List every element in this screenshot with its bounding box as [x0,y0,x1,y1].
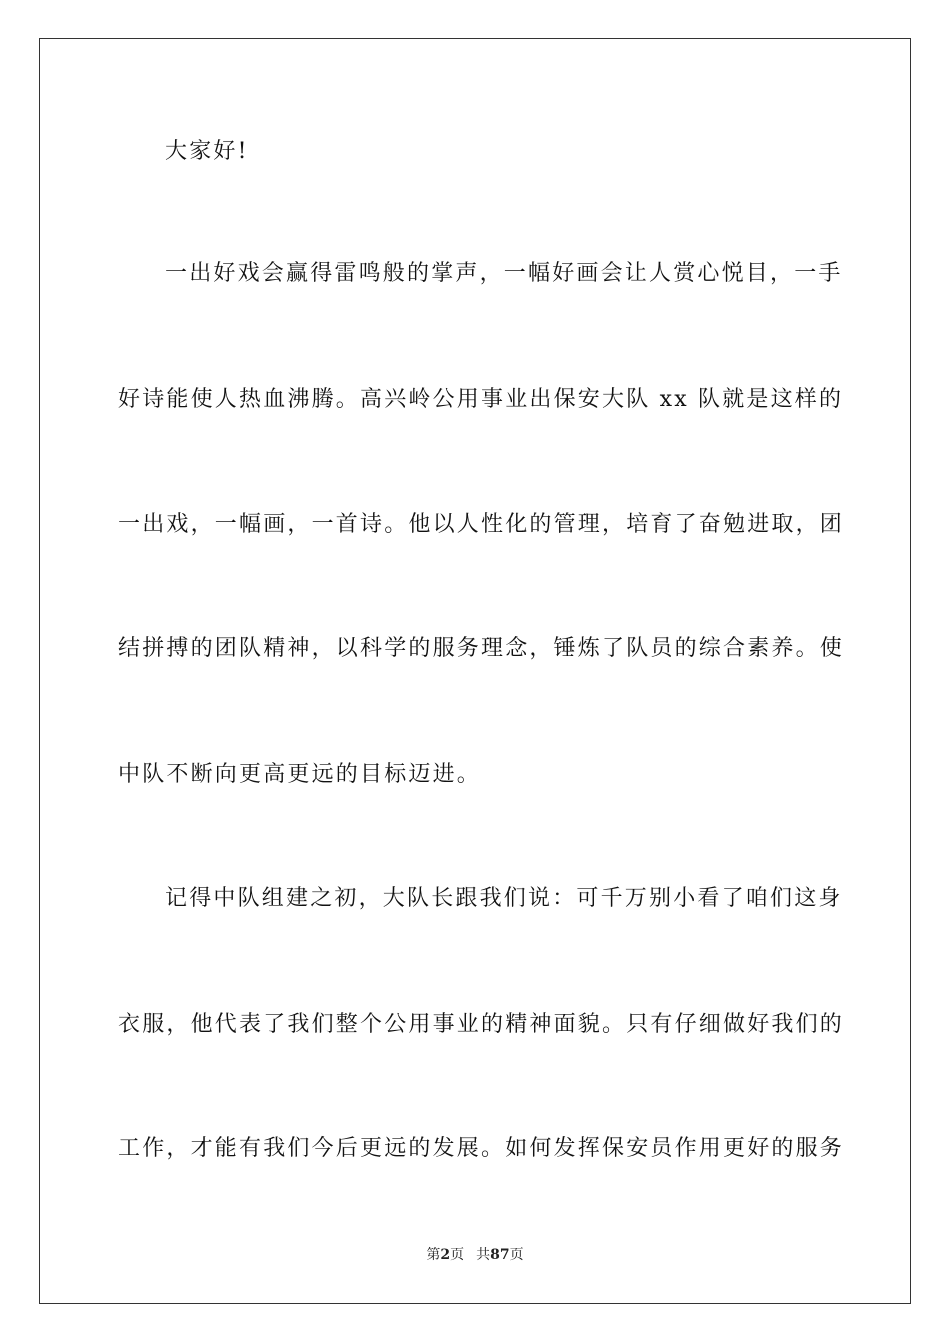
total-suffix: 页 [509,1247,524,1263]
greeting-line: 大家好! [165,139,249,164]
paragraph-line: 衣服，他代表了我们整个公用事业的精神面貌。只有仔细做好我们的 [118,1012,845,1037]
paragraph-line: 中队不断向更高更远的目标迈进。 [118,762,482,787]
paragraph-line: 好诗能使人热血沸腾。高兴岭公用事业出保安大队 xx 队就是这样的 [118,387,844,412]
page-border [39,38,911,1304]
total-pages: 87 [490,1247,510,1263]
paragraph-line: 记得中队组建之初，大队长跟我们说：可千万别小看了咱们这身 [165,886,843,911]
paragraph-line: 工作，才能有我们今后更远的发展。如何发挥保安员作用更好的服务 [118,1136,845,1161]
page-footer [0,1245,950,1265]
paragraph-line: 一出戏，一幅画，一首诗。他以人性化的管理，培育了奋勉进取，团 [118,512,845,537]
paragraph-line: 一出好戏会赢得雷鸣般的掌声，一幅好画会让人赏心悦目，一手 [165,261,843,286]
page-number: 2 [440,1247,451,1263]
total-prefix: 共 [476,1247,491,1263]
page-prefix: 第 [426,1247,441,1263]
page-suffix: 页 [450,1247,465,1263]
paragraph-line: 结拼搏的团队精神，以科学的服务理念，锤炼了队员的综合素养。使 [118,636,845,661]
